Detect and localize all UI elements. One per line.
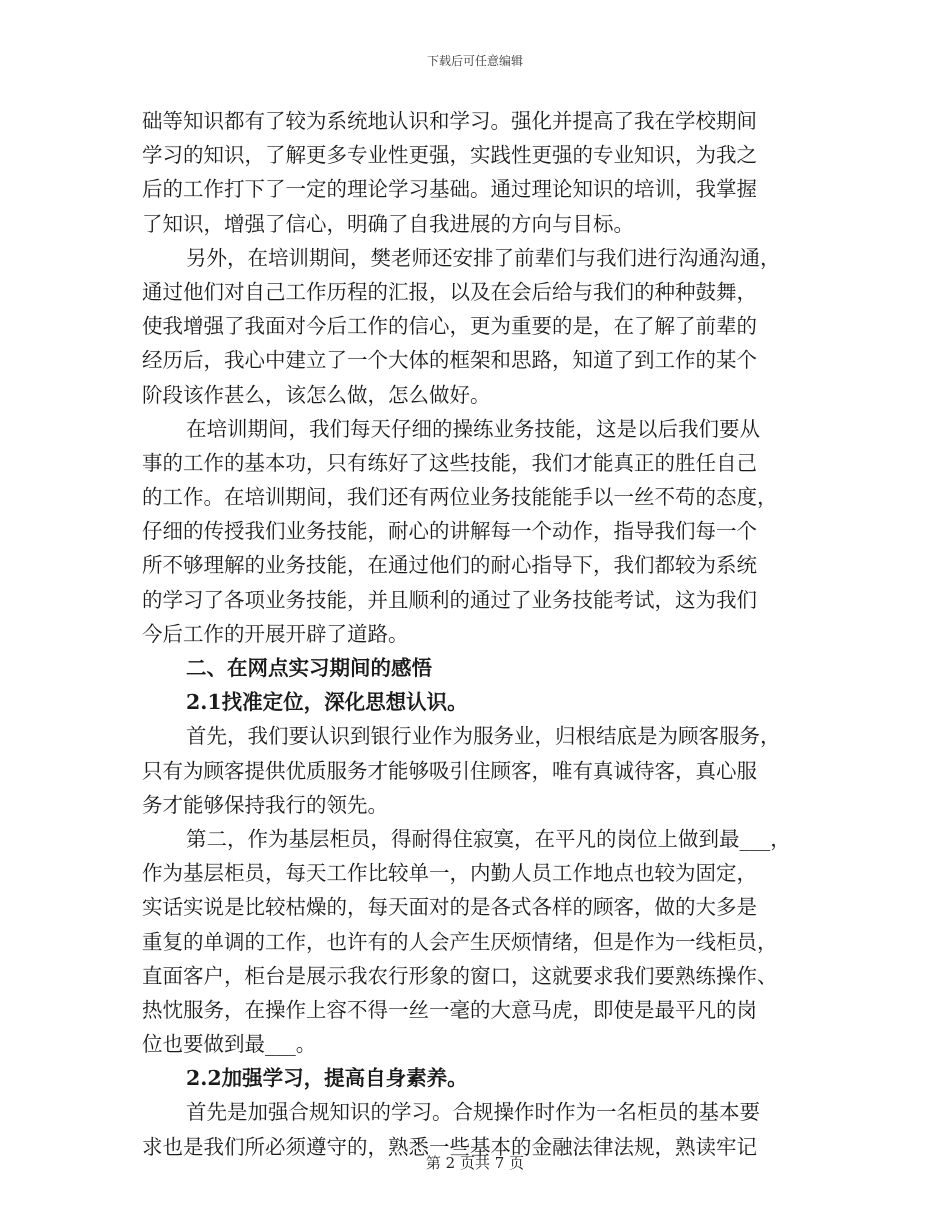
paragraph-line: 阶段该作甚么，该怎么做，怎么做好。 — [142, 382, 491, 407]
paragraph-line: 实话实说是比较枯燥的，每天面对的是各式各样的顾客，做的大多是 — [142, 895, 757, 920]
paragraph-line: 首先是加强合规知识的学习。合规操作时作为一名柜员的基本要 — [186, 1100, 760, 1125]
paragraph-line: 直面客户，柜台是展示我农行形象的窗口，这就要求我们要熟练操作、 — [142, 963, 778, 988]
paragraph-line: 的工作。在培训期间，我们还有两位业务技能能手以一丝不苟的态度， — [142, 485, 778, 510]
paragraph-line: 经历后，我心中建立了一个大体的框架和思路，知道了到工作的某个 — [142, 348, 757, 373]
paragraph-line: 只有为顾客提供优质服务才能够吸引住顾客，唯有真诚待客，真心服 — [142, 758, 757, 783]
paragraph-line: 在培训期间，我们每天仔细的操练业务技能，这是以后我们要从 — [186, 416, 760, 441]
paragraph-line: 求也是我们所必须遵守的，熟悉一些基本的金融法律法规，熟读牢记 — [142, 1134, 757, 1159]
paragraph-line: 首先，我们要认识到银行业作为服务业，归根结底是为顾客服务， — [186, 724, 781, 749]
paragraph-line: 学习的知识，了解更多专业性更强，实践性更强的专业知识，为我之 — [142, 143, 757, 168]
document-body — [142, 104, 812, 1164]
paragraph-line: 础等知识都有了较为系统地认识和学习。强化并提高了我在学校期间 — [142, 109, 757, 133]
paragraph-line: 所不够理解的业务技能，在通过他们的耐心指导下，我们都较为系统 — [142, 553, 757, 578]
paragraph-line: 后的工作打下了一定的理论学习基础。通过理论知识的培训，我掌握 — [142, 177, 757, 202]
paragraph-line: 的学习了各项业务技能，并且顺利的通过了业务技能考试，这为我们 — [142, 587, 757, 612]
paragraph-line: 使我增强了我面对今后工作的信心，更为重要的是，在了解了前辈的 — [142, 314, 757, 339]
paragraph-line: 仔细的传授我们业务技能，耐心的讲解每一个动作，指导我们每一个 — [142, 519, 757, 544]
paragraph-line: 务才能够保持我行的领先。 — [142, 792, 388, 817]
section-heading: 2.2加强学习，提高自身素养。 — [186, 1066, 468, 1091]
paragraph-line: 热忱服务，在操作上容不得一丝一毫的大意马虎，即使是最平凡的岗 — [142, 997, 757, 1022]
paragraph-line: 第二，作为基层柜员，得耐得住寂寞，在平凡的岗位上做到最___， — [186, 826, 791, 851]
paragraph-line: 事的工作的基本功，只有练好了这些技能，我们才能真正的胜任自己 — [142, 450, 757, 475]
section-heading: 2.1找准定位，深化思想认识。 — [186, 690, 468, 715]
paragraph-line: 了知识，增强了信心，明确了自我进展的方向与目标。 — [142, 211, 634, 236]
paragraph-line: 位也要做到最___。 — [142, 1032, 317, 1057]
paragraph-line: 通过他们对自己工作历程的汇报，以及在会后给与我们的种种鼓舞， — [142, 279, 757, 304]
page-header: 下载后可任意编辑 — [426, 54, 523, 68]
section-heading: 二、在网点实习期间的感悟 — [186, 656, 432, 680]
page-number: 第 2 页共 7 页 — [425, 1154, 525, 1172]
paragraph-line: 作为基层柜员，每天工作比较单一，内勤人员工作地点也较为固定， — [142, 861, 757, 886]
paragraph-line: 重复的单调的工作，也许有的人会产生厌烦情绪，但是作为一线柜员， — [142, 929, 778, 954]
paragraph-line: 今后工作的开展开辟了道路。 — [142, 621, 409, 646]
paragraph-line: 另外，在培训期间，樊老师还安排了前辈们与我们进行沟通沟通， — [186, 245, 781, 270]
